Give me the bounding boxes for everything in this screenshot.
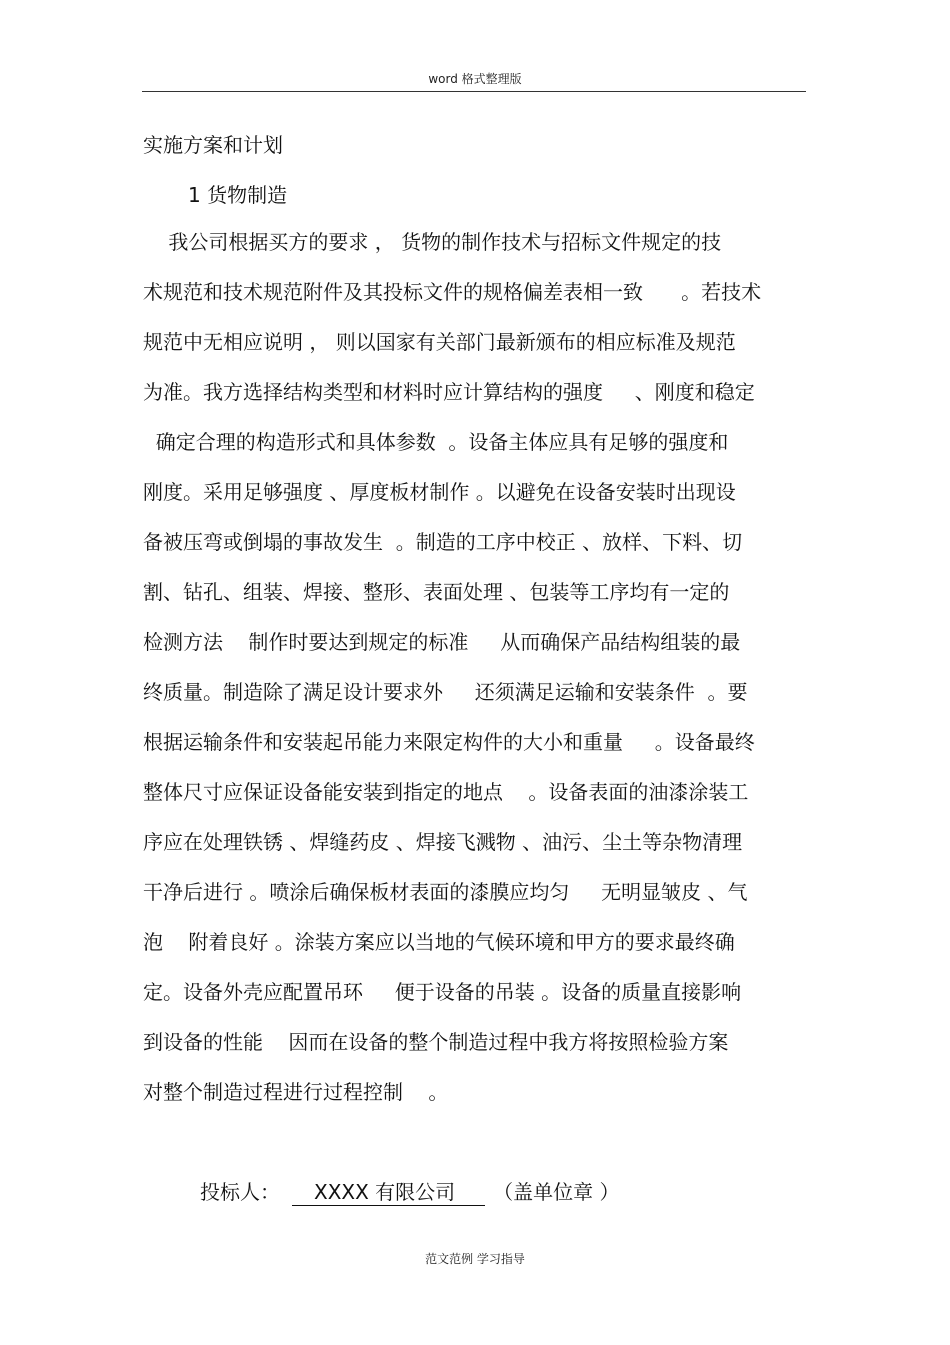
bidder-company: XXXX 有限公司: [292, 1179, 485, 1206]
paragraph-line: 刚度。采用足够强度 、厚度板材制作 。以避免在设备安装时出现设: [143, 480, 736, 504]
paragraph-line: 对整个制造过程进行过程控制 。: [143, 1080, 449, 1104]
paragraph-line: 序应在处理铁锈 、焊缝药皮 、焊接飞溅物 、油污、尘土等杂物清理: [143, 830, 743, 854]
paragraph-line: 整体尺寸应保证设备能安装到指定的地点 。设备表面的油漆涂装工: [143, 780, 749, 804]
paragraph-line: 确定合理的构造形式和具体参数 。设备主体应具有足够的强度和: [143, 430, 729, 454]
paragraph-line: 定。设备外壳应配置吊环 便于设备的吊装 。设备的质量直接影响: [143, 980, 742, 1004]
paragraph-line: 备被压弯或倒塌的事故发生 。制造的工序中校正 、放样、下料、切: [143, 530, 743, 554]
paragraph-line: 规范中无相应说明 ， 则以国家有关部门最新颁布的相应标准及规范: [143, 330, 736, 354]
paragraph-line: 终质量。制造除了满足设计要求外 还须满足运输和安装条件 。要: [143, 680, 748, 704]
page-footer: 范文范例 学习指导: [425, 1252, 525, 1266]
paragraph-line: 术规范和技术规范附件及其投标文件的规格偏差表相一致 。若技术: [143, 280, 762, 304]
paragraph-line: 泡 附着良好 。涂装方案应以当地的气候环境和甲方的要求最终确: [143, 930, 735, 954]
paragraph-line: 到设备的性能 因而在设备的整个制造过程中我方将按照检验方案: [143, 1030, 729, 1054]
paragraph-line: 割、钻孔、组装、焊接、整形、表面处理 、包装等工序均有一定的: [143, 580, 730, 604]
page-header: word 格式整理版: [428, 72, 522, 86]
section-title: 实施方案和计划: [143, 133, 283, 157]
paragraph-line: 根据运输条件和安装起吊能力来限定构件的大小和重量 。设备最终: [143, 730, 755, 754]
body-paragraph: [143, 217, 803, 1117]
paragraph-line: 干净后进行 。喷涂后确保板材表面的漆膜应均匀 无明显皱皮 、气: [143, 880, 748, 904]
paragraph-line: 我公司根据买方的要求 ， 货物的制作技术与招标文件规定的技: [143, 230, 722, 254]
paragraph-line: 为准。我方选择结构类型和材料时应计算结构的强度 、刚度和稳定: [143, 380, 755, 404]
paragraph-line: 检测方法 制作时要达到规定的标准 从而确保产品结构组装的最: [143, 630, 741, 654]
bidder-label: 投标人：: [200, 1180, 280, 1204]
header-divider: [142, 91, 806, 92]
seal-note: （盖单位章 ）: [493, 1180, 620, 1204]
subsection-title: 1 货物制造: [188, 183, 288, 207]
signature-line: [200, 1176, 620, 1206]
